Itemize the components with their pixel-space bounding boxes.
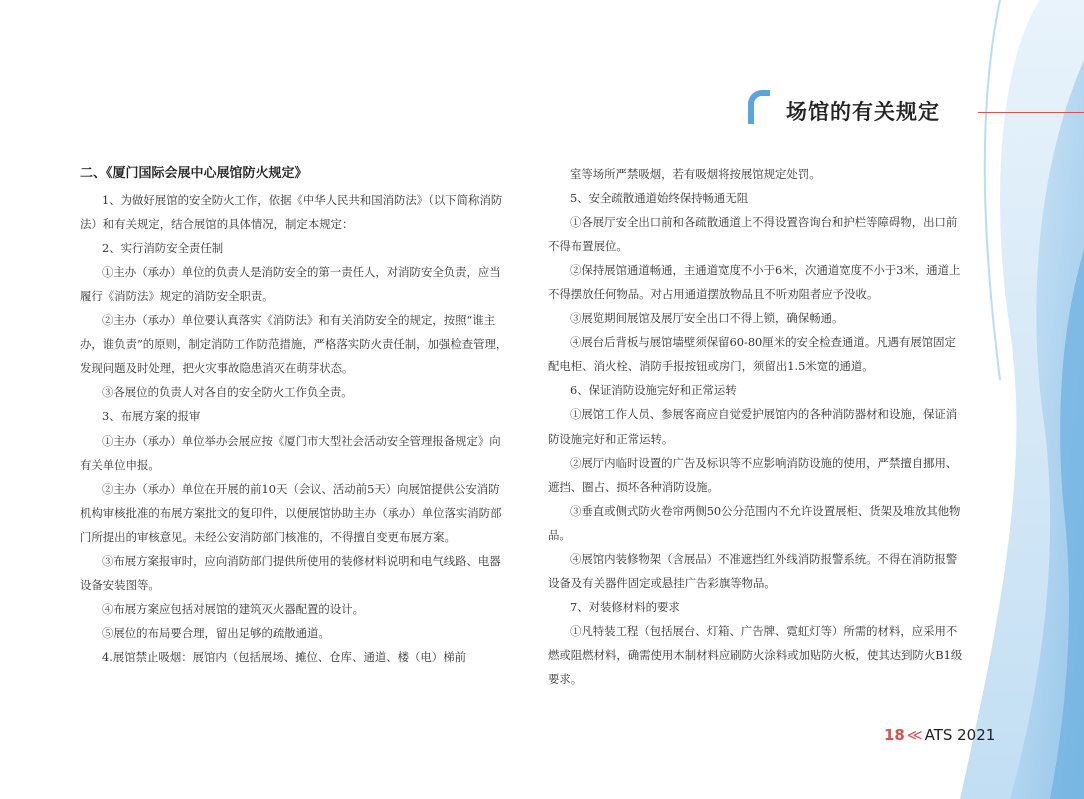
paragraph: 1、为做好展馆的安全防火工作，依据《中华人民共和国消防法》（以下简称消防法）和有关规定，结合展馆的具体情况，制定本规定： — [80, 193, 503, 232]
paragraph: 2、实行消防安全责任制 — [102, 241, 224, 256]
paragraph: 3、布展方案的报审 — [102, 409, 201, 424]
regulation-heading: 二、《厦门国际会展中心展馆防火规定》 — [80, 166, 308, 181]
paragraph: ①主办（承办）单位的负责人是消防安全的第一责任人，对消防安全负责，应当履行《消防法》规定的消防安全职责。 — [80, 265, 501, 304]
right-column — [548, 162, 964, 691]
paragraph: ①凡特装工程（包括展台、灯箱、广告牌、霓虹灯等）所需的材料，应采用不燃或阻燃材料，确需使用木制材料应刷防火涂料或加贴防火板，使其达到防火B1级要求。 — [548, 623, 963, 686]
paragraph: ②主办（承办）单位在开展的前10天（会议、活动前5天）向展馆提供公安消防机构审核批准的布展方案批文的复印件，以便展馆协助主办（承办）单位落实消防部门所提出的审核意见。未经公安消防部门核准的，不得擅自变更布展方案。 — [80, 481, 502, 544]
paragraph: ②保持展馆通道畅通，主通道宽度不小于6米，次通道宽度不小于3米，通道上不得摆放任何物品。对占用通道摆放物品且不听劝阻者应予没收。 — [548, 263, 961, 302]
footer-separator: ≪ — [906, 726, 923, 744]
paragraph: 5、安全疏散通道始终保持畅通无阻 — [570, 191, 749, 206]
paragraph: ④展馆内装修物架（含展品）不准遮挡红外线消防报警系统。不得在消防报警设备及有关器件固定或悬挂广告彩旗等物品。 — [548, 551, 958, 590]
paragraph: ④布展方案应包括对展馆的建筑灭火器配置的设计。 — [102, 601, 364, 616]
header-divider — [978, 112, 1084, 113]
publication-label: ATS 2021 — [924, 726, 996, 744]
paragraph: ③布展方案报审时，应向消防部门提供所使用的装修材料说明和电气线路、电器设备安装图等。 — [80, 553, 501, 592]
header-bracket-icon — [748, 90, 770, 124]
left-column — [80, 162, 508, 669]
paragraph: ①主办（承办）单位举办会展应按《厦门市大型社会活动安全管理报备规定》向有关单位申报。 — [80, 433, 501, 472]
paragraph: ②展厅内临时设置的广告及标识等不应影响消防设施的使用，严禁擅自挪用、遮挡、圈占、损坏各种消防设施。 — [548, 455, 958, 494]
paragraph: ⑤展位的布局要合理，留出足够的疏散通道。 — [102, 625, 330, 640]
section-title: 场馆的有关规定 — [786, 100, 940, 124]
paragraph: ①各展厅安全出口前和各疏散通道上不得设置咨询台和护栏等障碍物，出口前不得布置展位。 — [548, 215, 958, 254]
paragraph: 4.展馆禁止吸烟：展馆内（包括展场、摊位、仓库、通道、楼（电）梯前 — [102, 649, 466, 664]
paragraph: ①展馆工作人员、参展客商应自觉爱护展馆内的各种消防器材和设施，保证消防设施完好和正常运转。 — [548, 407, 958, 446]
paragraph: ③垂直或侧式防火卷帘两侧50公分范围内不允许设置展柜、货架及堆放其他物品。 — [548, 503, 961, 542]
paragraph: 室等场所严禁吸烟，若有吸烟将按展馆规定处罚。 — [570, 167, 821, 181]
page-number: 18 — [884, 726, 905, 744]
paragraph: ④展台后背板与展馆墙壁须保留60-80厘米的安全检查通道。凡遇有展馆固定配电柜、消火栓、消防手报按钮或房门，须留出1.5米宽的通道。 — [548, 335, 956, 374]
paragraph: 6、保证消防设施完好和正常运转 — [570, 383, 737, 398]
page-footer — [884, 726, 995, 744]
paragraph: ③展览期间展馆及展厅安全出口不得上锁，确保畅通。 — [570, 311, 844, 326]
paragraph: ③各展位的负责人对各自的安全防火工作负全责。 — [102, 385, 353, 400]
paragraph: 7、对装修材料的要求 — [570, 599, 680, 614]
paragraph: ②主办（承办）单位要认真落实《消防法》和有关消防安全的规定，按照“谁主办，谁负责”的原则，制定消防工作防范措施，严格落实防火责任制，加强检查管理，发现问题及时处理，把火灾事故隐患消灭在萌芽状态。 — [80, 313, 508, 376]
